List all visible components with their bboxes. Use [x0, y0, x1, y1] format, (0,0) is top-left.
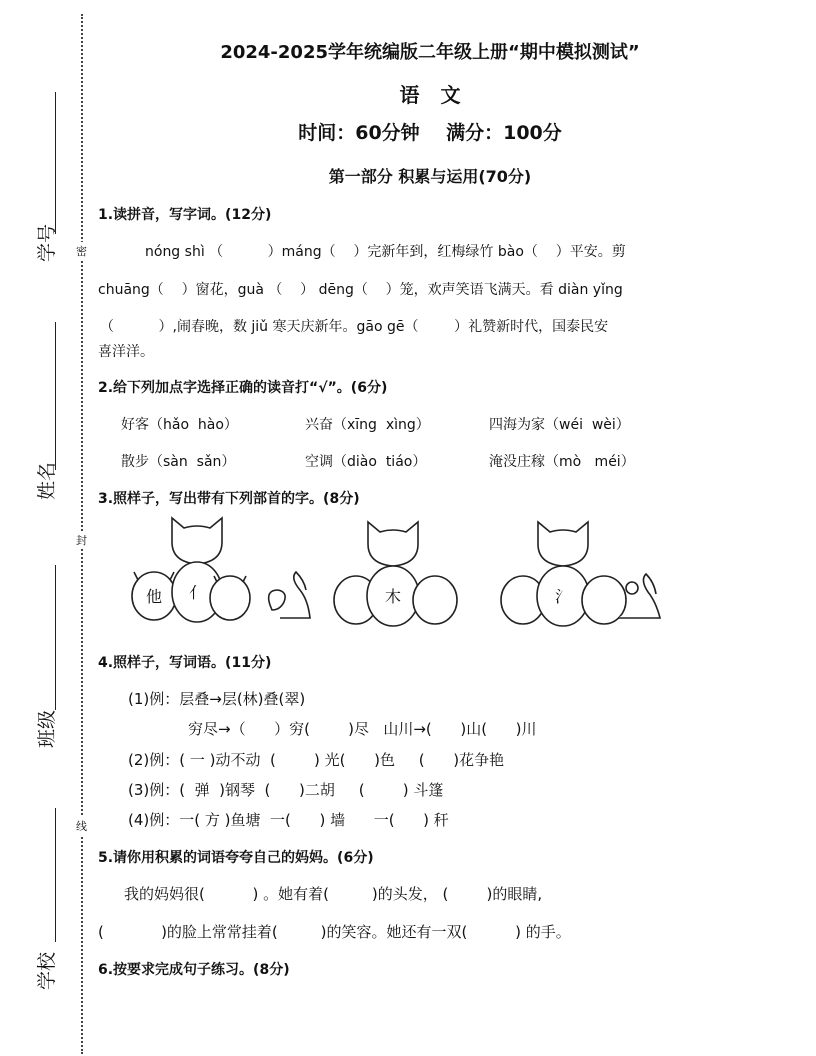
- q4-example-1: (1)例：层叠→层(林)叠(翠): [128, 690, 306, 708]
- q1-line-4: 喜洋洋。: [98, 344, 154, 360]
- cat-group-2: [334, 522, 457, 626]
- cat-group-3: [501, 522, 660, 626]
- example-character: 他: [145, 587, 163, 606]
- student-id-underline: [55, 92, 56, 234]
- q4-title: 4.照样子，写词语。(11分): [98, 655, 272, 671]
- q1-line-1: nóng shì （ ）máng（ ）完新年到，红梅绿竹 bào（ ）平安。剪: [145, 244, 626, 260]
- name-underline: [55, 322, 56, 470]
- radical-cat-illustration: [120, 510, 680, 630]
- q2-item: 四海为家（wéi wèi）: [489, 417, 630, 433]
- radical-wood: 木: [384, 587, 402, 606]
- school-underline: [55, 808, 56, 942]
- q4-line-2: (2)例：( 一 )动不动 ( ) 光( )色 ( )花争艳: [128, 751, 505, 769]
- exam-title: 2024-2025学年统编版二年级上册“期中模拟测试”: [220, 42, 640, 63]
- q1-line-3: （ ）,闹春晚，数 jiǔ 寒天庆新年。gāo gē（ ）礼赞新时代，国泰民安: [100, 319, 609, 335]
- q4-line-1: 穷尽→（ ）穷( )尽 山川→( )山( )川: [188, 720, 537, 738]
- q1-title: 1.读拼音，写字词。(12分): [98, 207, 272, 223]
- part-one-heading: 第一部分 积累与运用(70分): [328, 167, 532, 186]
- q2-item: 兴奋（xīng xìng）: [305, 417, 430, 433]
- radical-water: 氵: [554, 587, 572, 606]
- q2-item: 散步（sàn sǎn）: [121, 454, 236, 470]
- seal-xian: 线: [76, 817, 87, 835]
- q2-item: 淹没庄稼（mò méi）: [489, 454, 635, 470]
- q2-item: 空调（diào tiáo）: [305, 454, 427, 470]
- q5-line-2: ( )的脸上常常挂着( )的笑容。她还有一双( ) 的手。: [98, 923, 571, 941]
- class-label: 班级: [36, 709, 58, 748]
- seal-feng: 封: [76, 531, 87, 549]
- q4-line-4: (4)例：一( 方 )鱼塘 一( ) 墙 一( ) 秆: [128, 811, 449, 829]
- seal-mi: 密: [76, 242, 87, 260]
- q5-line-1: 我的妈妈很( ) 。她有着( )的头发， ( )的眼睛,: [124, 885, 543, 903]
- time-score-info: 时间：60分钟 满分：100分: [298, 122, 562, 144]
- q4-line-3: (3)例：( 弹 )钢琴 ( )二胡 ( ) 斗篷: [128, 781, 444, 799]
- radical-person: 亻: [188, 583, 206, 602]
- subject-title: 语 文: [399, 83, 461, 107]
- q2-title: 2.给下列加点字选择正确的读音打“√”。(6分): [98, 380, 388, 396]
- cat-group-1: [132, 518, 310, 622]
- q5-title: 5.请你用积累的词语夸夸自己的妈妈。(6分): [98, 850, 374, 866]
- class-underline: [55, 565, 56, 710]
- name-label: 姓名: [36, 461, 58, 500]
- q2-item: 好客（hǎo hào）: [121, 417, 238, 433]
- q3-title: 3.照样子，写出带有下列部首的字。(8分): [98, 491, 360, 507]
- q6-title: 6.按要求完成句子练习。(8分): [98, 962, 290, 978]
- q1-line-2: chuāng（ ）窗花，guà （ ） dēng（ ）笼，欢声笑语飞满天。看 diàn yǐng: [98, 282, 623, 298]
- student-id-label: 学号: [36, 223, 58, 262]
- school-label: 学校: [36, 951, 58, 990]
